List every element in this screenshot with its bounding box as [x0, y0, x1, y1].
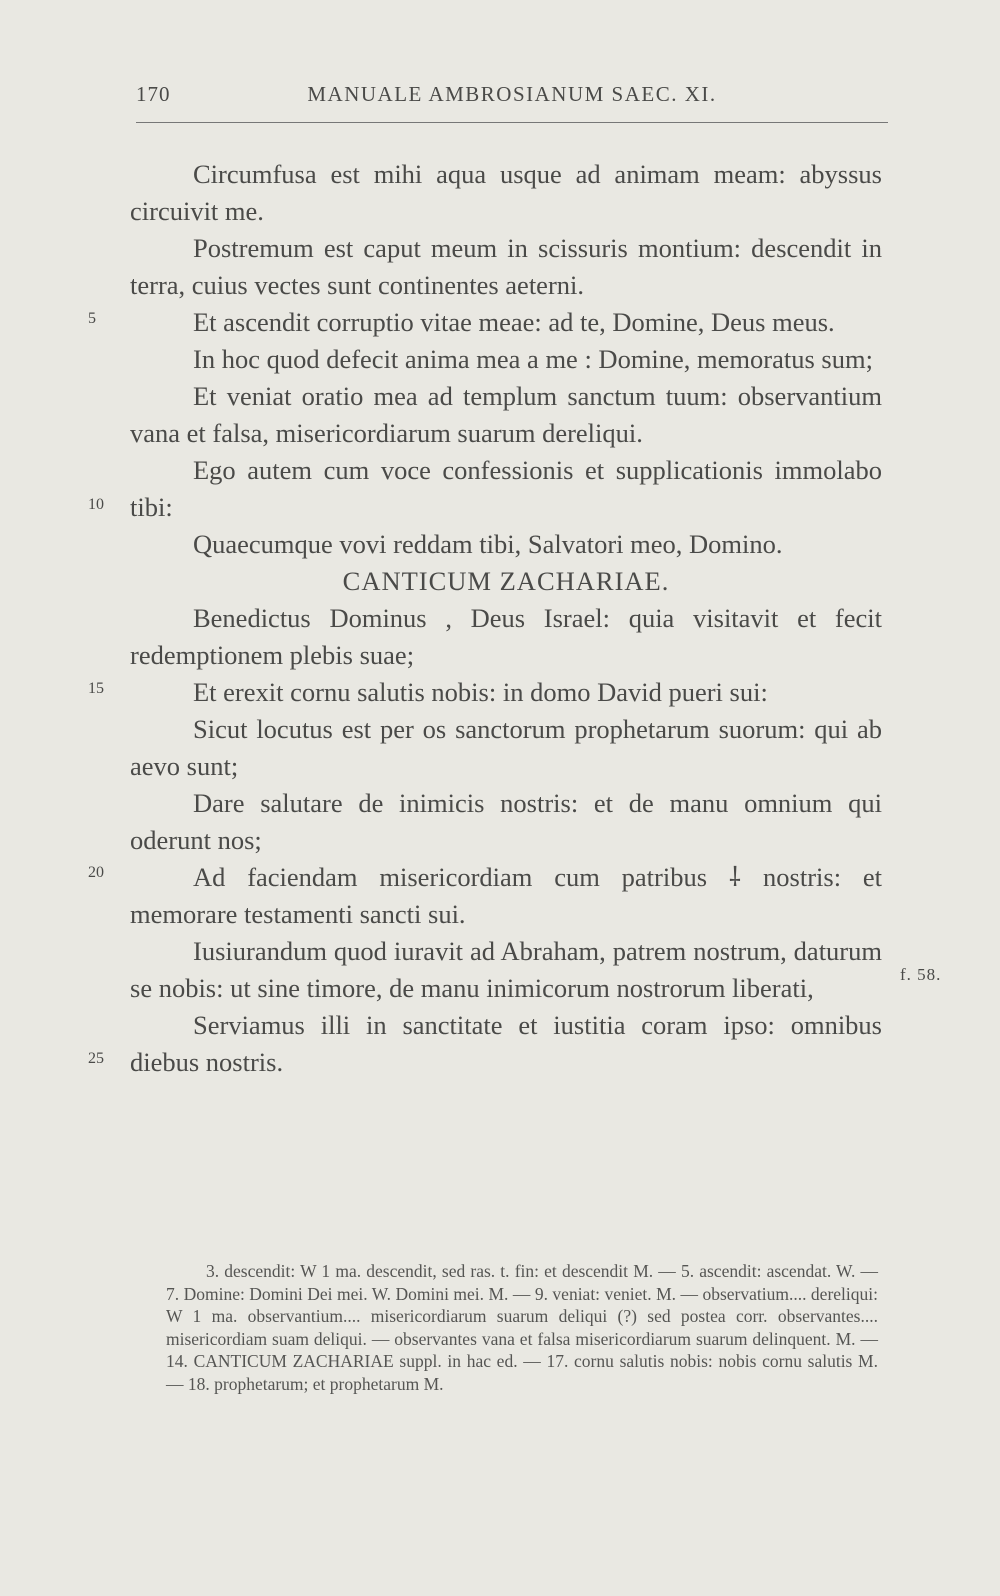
verse-paragraph: Dare salutare de inimicis nostris: et de manu omnium qui oderunt nos; [130, 788, 882, 855]
page-header [136, 82, 888, 118]
verse-paragraph: Quaecumque vovi reddam tibi, Salvatori meo, Domino. [193, 529, 783, 559]
line-number: 20 [88, 864, 104, 881]
verse-paragraph: Benedictus Dominus , Deus Israel: quia visitavit et fecit redemptionem plebis suae; [130, 603, 882, 670]
line-number: 5 [88, 310, 96, 327]
verse-paragraph: Ego autem cum voce confessionis et supplicationis immolabo tibi: [130, 455, 882, 522]
main-text [130, 156, 882, 1081]
line-number: 25 [88, 1050, 104, 1067]
verse-paragraph: Serviamus illi in sanctitate et iustitia coram ipso: omnibus diebus nostris. [130, 1010, 882, 1077]
verse-paragraph: Iusiurandum quod iuravit ad Abraham, patrem nostrum, daturum se nobis: ut sine timore, de manu inimicorum nostrorum liberati, [130, 936, 882, 1003]
verse-paragraph: Et veniat oratio mea ad templum sanctum tuum: observantium vana et falsa, misericordiarum suarum dereliqui. [130, 381, 882, 448]
footnotes [166, 1260, 878, 1395]
verse-paragraph: Circumfusa est mihi aqua usque ad animam meam: abyssus circuivit me. [130, 159, 882, 226]
section-heading: CANTICUM ZACHARIAE. [342, 566, 670, 596]
line-number: 15 [88, 680, 104, 697]
folio-marker: f. 58. [900, 965, 942, 984]
page-number: 170 [136, 82, 171, 106]
verse-paragraph: Postremum est caput meum in scissuris montium: descendit in terra, cuius vectes sunt continentes aeterni. [130, 233, 882, 300]
verse-paragraph: In hoc quod defecit anima mea a me : Domine, memoratus sum; [193, 344, 873, 374]
verse-paragraph: Sicut locutus est per os sanctorum prophetarum suorum: qui ab aevo sunt; [130, 714, 882, 781]
line-number: 10 [88, 496, 104, 513]
verse-paragraph: Et erexit cornu salutis nobis: in domo David pueri sui: [193, 677, 768, 707]
verse-paragraph: Et ascendit corruptio vitae meae: ad te, Domine, Deus meus. [193, 307, 835, 337]
verse-paragraph: Ad faciendam misericordiam cum patribus ⸸ nostris: et memorare testamenti sancti sui. [130, 862, 882, 929]
running-title: MANUALE AMBROSIANUM SAEC. XI. [307, 82, 717, 106]
footnote-text: 3. descendit: W 1 ma. descendit, sed ras. t. fin: et descendit M. — 5. ascendit: ascendat. W. — 7. Domine: Domini Dei mei. W. Domini mei. M. — 9. veniat: veniet. M. — observatium.... dereliqui: W 1 ma. observantium.... misericordiarum suarum deliqui (?) sed postea corr. observantes.... misericordiam suam deliqui. — observantes vana et falsa misericordiarum suarum delinquent. M. — 14. CANTICUM ZACHARIAE suppl. in hac ed. — 17. cornu salutis nobis: nobis cornu salutis M. — 18. prophetarum; et prophetarum M. [166, 1261, 878, 1394]
header-rule [136, 122, 888, 123]
